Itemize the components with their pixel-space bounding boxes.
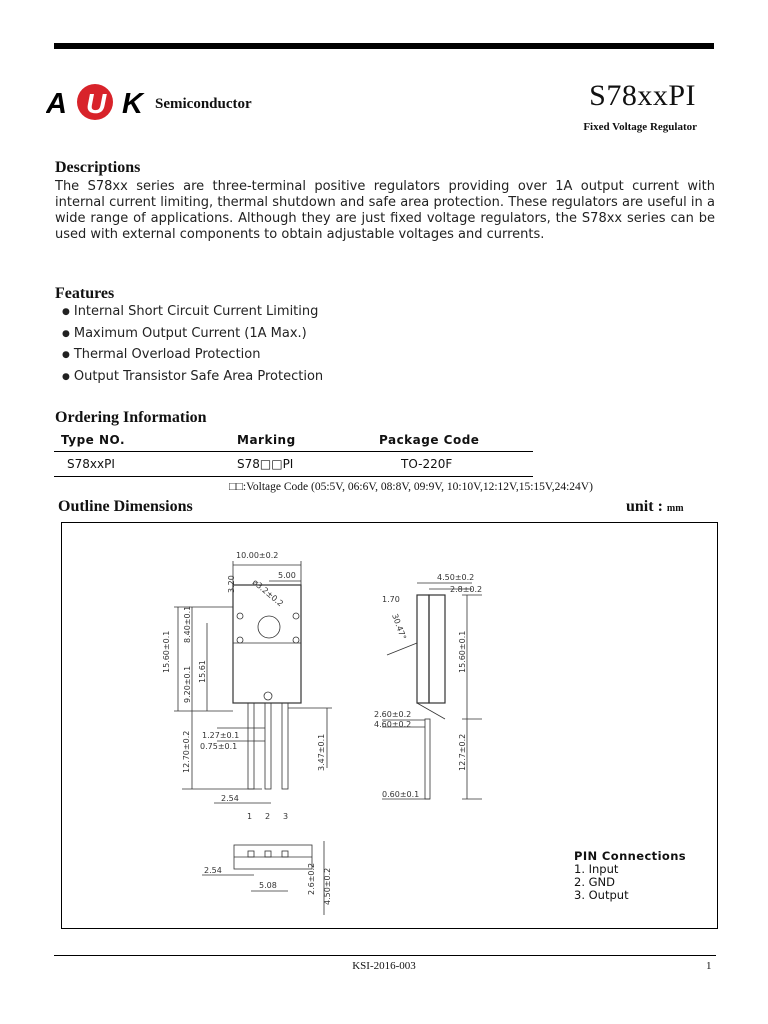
table-row <box>54 452 533 477</box>
header-rule <box>54 43 714 49</box>
svg-text:K: K <box>122 88 143 120</box>
dim-side-lead-t: 0.60±0.1 <box>382 790 420 799</box>
pin-number: 3 <box>283 812 289 821</box>
feature-item: ● Maximum Output Current (1A Max.) <box>62 325 307 341</box>
footer-rule <box>54 955 716 956</box>
outline-heading: Outline Dimensions <box>58 498 193 515</box>
dim-width-top: 10.00±0.2 <box>236 551 279 560</box>
footer-doc-code: KSI-2016-003 <box>352 960 416 972</box>
dim-top-off: 3.20 <box>227 575 236 593</box>
dim-lead-off: 3.47±0.1 <box>317 733 326 771</box>
features-heading: Features <box>55 285 115 302</box>
svg-text:U: U <box>86 88 107 119</box>
col-package: Package Code <box>379 429 533 452</box>
dim-side-top: 1.70 <box>382 595 400 604</box>
dim-half-width: 5.00 <box>278 571 296 580</box>
feature-item: ● Output Transistor Safe Area Protection <box>62 368 324 384</box>
dim-side-tab: 2.8±0.2 <box>450 585 483 594</box>
dim-h4: 15.61 <box>198 660 207 683</box>
col-type: Type NO. <box>54 429 237 452</box>
feature-item: ● Thermal Overload Protection <box>62 347 261 362</box>
dim-side-thick: 4.50±0.2 <box>437 573 475 582</box>
auk-logo <box>46 82 156 122</box>
dim-lead-w: 1.27±0.1 <box>202 731 240 740</box>
dim-bot-d1: 2.6±0.2 <box>307 862 316 895</box>
col-marking: Marking <box>237 429 379 452</box>
pin-item: 3. Output <box>574 888 629 902</box>
pin-item: 2. GND <box>574 875 615 889</box>
feature-item: ● Internal Short Circuit Current Limiting <box>62 304 319 319</box>
features-list <box>62 301 323 387</box>
dim-lead-len: 12.70±0.2 <box>182 730 191 773</box>
footer-page-number: 1 <box>706 960 712 972</box>
part-number: S78xxPI <box>589 79 696 112</box>
part-subtitle: Fixed Voltage Regulator <box>583 121 697 133</box>
company-name: Semiconductor <box>155 96 252 112</box>
descriptions-heading: Descriptions <box>55 159 141 176</box>
cell-marking: S78□□PI <box>237 452 379 477</box>
dim-angle: 30.47° <box>390 612 408 641</box>
dim-bot-d2: 4.50±0.2 <box>323 867 332 905</box>
ordering-heading: Ordering Information <box>55 409 207 426</box>
cell-package: TO-220F <box>379 452 533 477</box>
cell-type: S78xxPI <box>54 452 237 477</box>
pin-connections-title: PIN Connections <box>574 849 687 863</box>
dim-pitch: 2.54 <box>221 794 239 803</box>
table-header-row <box>54 429 533 452</box>
dim-side-d2: 4.60±0.2 <box>374 720 412 729</box>
dim-h2: 8.40±0.1 <box>183 605 192 643</box>
dim-side-d1: 2.60±0.2 <box>374 710 412 719</box>
dim-body-h: 15.60±0.1 <box>162 630 171 673</box>
descriptions-text: The S78xx series are three-terminal positive regulators providing over 1A output current with internal current limiting, thermal shutdown and safe area protection. These regulators are useful in a wide range of applications. Although they are just fixed voltage regulators, the S78xx series can be used with external components to obtain adjustable voltages and currents. <box>55 179 715 242</box>
ordering-table <box>54 429 533 477</box>
dim-hole-dia: ø3.2±0.2 <box>250 577 285 609</box>
pin-number: 1 <box>247 812 253 821</box>
dim-side-lead: 12.7±0.2 <box>458 733 467 771</box>
dim-side-h: 15.60±0.1 <box>458 630 467 673</box>
dim-bot-span: 5.08 <box>259 881 277 890</box>
unit-label: unit : mm <box>626 498 684 515</box>
dim-h3: 9.20±0.1 <box>183 665 192 703</box>
pin-number: 2 <box>265 812 271 821</box>
pin-item: 1. Input <box>574 862 619 876</box>
dim-bot-pitch: 2.54 <box>204 866 222 875</box>
svg-text:A: A <box>46 88 67 120</box>
voltage-code-note: □□:Voltage Code (05:5V, 06:6V, 08:8V, 09:9V, 10:10V,12:12V,15:15V,24:24V) <box>229 481 593 493</box>
pin-connections <box>574 850 686 902</box>
dim-lead-t: 0.75±0.1 <box>200 742 238 751</box>
